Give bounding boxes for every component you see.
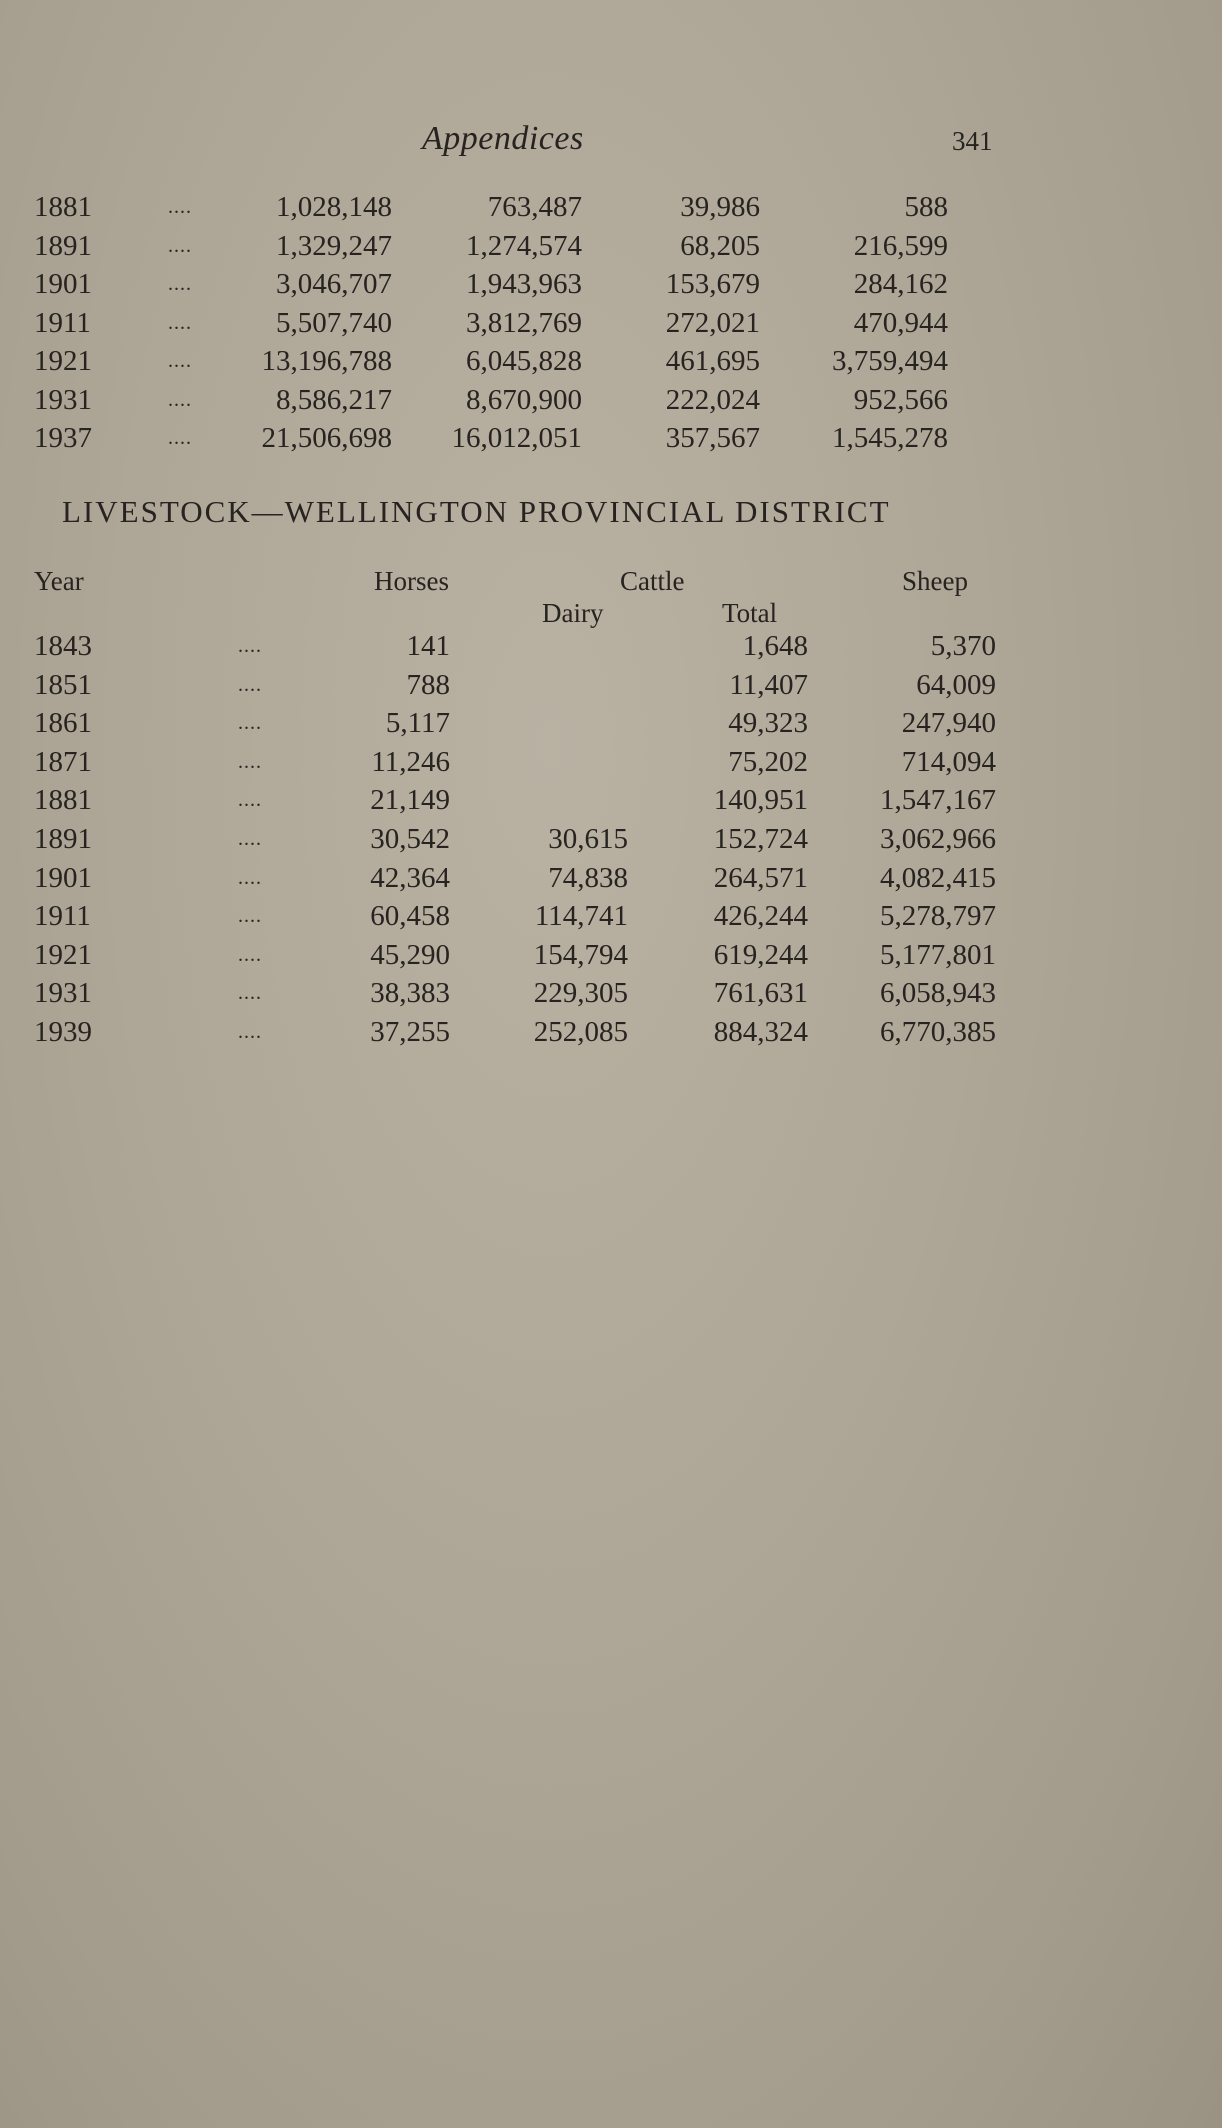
horses-cell: 37,255 [370,1015,450,1048]
cattle-total-cell: 619,244 [713,938,808,971]
value-cell: 1,028,148 [276,191,392,223]
running-head [0,120,1222,170]
cattle-total-cell: 49,323 [728,707,808,740]
leader-dots: .... [168,273,192,295]
cattle-total-cell: 140,951 [713,784,808,817]
year-cell: 1931 [34,383,92,416]
table-row [0,781,1222,820]
horses-cell: 5,117 [385,707,450,740]
value-cell: 39,986 [680,191,760,223]
value-cell: 3,759,494 [832,345,948,377]
table-row [0,627,1222,666]
cattle-total-cell: 11,407 [729,668,808,701]
leader-dots: .... [238,712,262,735]
year-cell: 1931 [34,977,92,1010]
value-cell: 1,545,278 [832,422,948,454]
value-cell: 16,012,051 [451,422,582,454]
value-cell: 588 [904,191,948,223]
dairy-cell: 154,794 [533,938,628,971]
year-cell: 1881 [34,191,92,223]
livestock-table-title: LIVESTOCK—WELLINGTON PROVINCIAL DISTRICT [62,494,891,529]
table-row [0,820,1222,859]
header-dairy: Dairy [542,598,604,628]
continued-table [0,188,1222,458]
sheep-cell: 3,062,966 [880,822,996,855]
cattle-total-cell: 152,724 [713,822,808,855]
value-cell: 3,046,707 [276,268,392,300]
table-row [0,974,1222,1013]
sheep-cell: 247,940 [901,707,996,740]
cattle-total-cell: 75,202 [728,745,808,778]
leader-dots: .... [238,635,262,657]
horses-cell: 788 [406,668,450,701]
horses-cell: 60,458 [370,900,450,933]
sheep-cell: 4,082,415 [880,861,996,894]
value-cell: 13,196,788 [261,345,392,377]
year-cell: 1911 [34,306,91,339]
year-cell: 1921 [34,938,92,971]
leader-dots: .... [238,905,262,928]
sheep-cell: 714,094 [901,745,996,778]
value-cell: 284,162 [853,268,948,300]
year-cell: 1901 [34,861,92,894]
year-cell: 1891 [34,229,92,262]
year-cell: 1921 [34,345,92,377]
header-horses: Horses [374,566,449,596]
leader-dots: .... [168,311,192,334]
value-cell: 68,205 [680,229,760,262]
value-cell: 5,507,740 [276,306,392,339]
horses-cell: 45,290 [370,938,450,971]
sheep-cell: 5,278,797 [880,900,996,933]
sheep-cell: 6,058,943 [880,977,996,1010]
leader-dots: .... [168,350,192,372]
sheep-cell: 1,547,167 [880,784,996,817]
cattle-total-cell: 761,631 [713,977,808,1010]
value-cell: 763,487 [487,191,582,223]
header-sheep: Sheep [902,566,968,596]
table-row [0,1013,1222,1052]
cattle-total-cell: 1,648 [742,630,808,662]
value-cell: 272,021 [665,306,760,339]
horses-cell: 42,364 [370,861,450,894]
table-row [0,227,1222,266]
leader-dots: .... [168,196,192,218]
value-cell: 1,943,963 [466,268,582,300]
table-row [0,381,1222,420]
leader-dots: .... [168,234,192,257]
horses-cell: 30,542 [370,822,450,855]
year-cell: 1939 [34,1015,92,1048]
leader-dots: .... [238,673,262,696]
value-cell: 470,944 [853,306,948,339]
sheep-cell: 5,370 [930,630,996,662]
running-title: Appendices [422,120,584,157]
value-cell: 222,024 [665,383,760,416]
leader-dots: .... [238,750,262,773]
value-cell: 216,599 [853,229,948,262]
value-cell: 1,274,574 [466,229,582,262]
header-total: Total [722,598,778,628]
page-number: 341 [952,126,993,156]
horses-cell: 21,149 [370,784,450,817]
dairy-cell: 114,741 [534,900,628,933]
table-row [0,936,1222,975]
dairy-cell: 252,085 [533,1015,628,1048]
year-cell: 1871 [34,745,92,778]
value-cell: 3,812,769 [466,306,582,339]
table-row [0,265,1222,304]
livestock-table [0,627,1222,1052]
cattle-total-cell: 426,244 [713,900,808,933]
dairy-cell: 30,615 [548,822,628,855]
horses-cell: 141 [406,630,450,662]
table-row [0,666,1222,705]
value-cell: 153,679 [665,268,760,300]
year-cell: 1861 [34,707,92,740]
table-row [0,419,1222,458]
table-row [0,304,1222,343]
sheep-cell: 5,177,801 [880,938,996,971]
table-row [0,188,1222,227]
header-cattle: Cattle [620,566,685,596]
year-cell: 1891 [34,822,92,855]
value-cell: 952,566 [853,383,948,416]
table-row [0,859,1222,898]
cattle-total-cell: 264,571 [713,861,808,894]
horses-cell: 11,246 [371,745,450,778]
horses-cell: 38,383 [370,977,450,1010]
leader-dots: .... [168,427,192,449]
leader-dots: .... [238,982,262,1005]
header-year: Year [34,566,84,596]
dairy-cell: 74,838 [548,861,628,894]
leader-dots: .... [238,866,262,889]
year-cell: 1911 [34,900,91,933]
sheep-cell: 64,009 [916,668,996,701]
year-cell: 1901 [34,268,92,300]
leader-dots: .... [238,1020,262,1043]
value-cell: 1,329,247 [276,229,392,262]
value-cell: 8,586,217 [276,383,392,416]
leader-dots: .... [238,789,262,812]
year-cell: 1881 [34,784,92,817]
leader-dots: .... [238,943,262,966]
cattle-total-cell: 884,324 [713,1015,808,1048]
table-row [0,897,1222,936]
leader-dots: .... [168,388,192,411]
value-cell: 6,045,828 [466,345,582,377]
leader-dots: .... [238,827,262,850]
table-row [0,342,1222,381]
value-cell: 8,670,900 [466,383,582,416]
year-cell: 1851 [34,668,92,701]
value-cell: 461,695 [665,345,760,377]
sheep-cell: 6,770,385 [880,1015,996,1048]
year-cell: 1937 [34,422,92,454]
value-cell: 357,567 [665,422,760,454]
dairy-cell: 229,305 [533,977,628,1010]
table-row [0,704,1222,743]
table-row [0,743,1222,782]
year-cell: 1843 [34,630,92,662]
value-cell: 21,506,698 [261,422,392,454]
